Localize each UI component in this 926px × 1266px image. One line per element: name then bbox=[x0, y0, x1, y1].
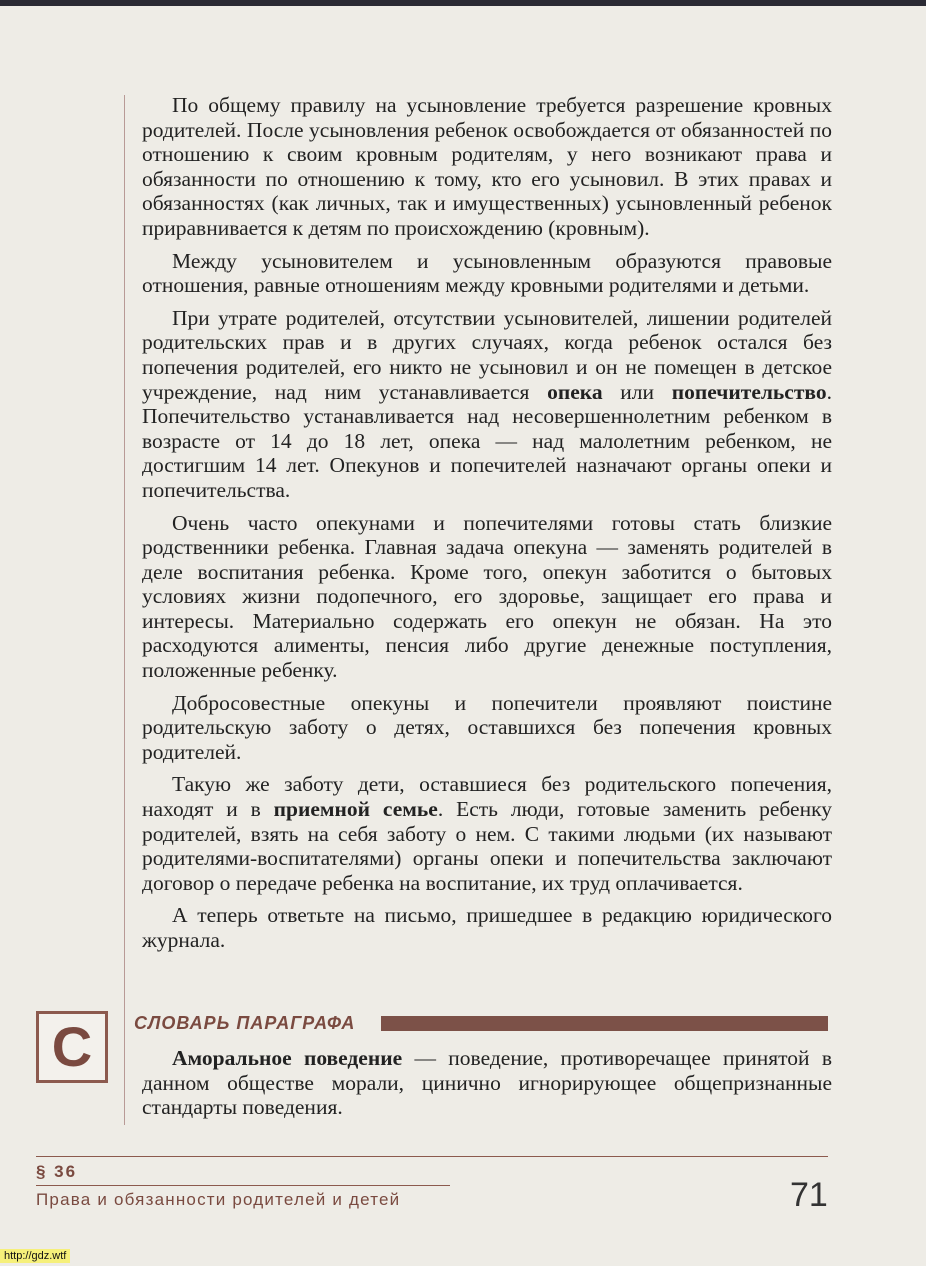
section-title: Права и обязанности родителей и детей bbox=[36, 1190, 401, 1209]
glossary-definition: — поведение, противоречащее принятой в данном обществе морали, цинично игнорирующее общепризнанные стандарты поведения. bbox=[142, 1046, 832, 1120]
body-paragraph bbox=[142, 903, 832, 952]
body-text bbox=[142, 93, 832, 961]
glossary-heading-bar bbox=[381, 1016, 828, 1031]
text-run: . Попечительство устанавливается над несовершеннолетним ребенком в возрасте от 14 до 18 лет, опека — над малолетним ребенком, не достигшим 14 лет. Опекунов и попечителей назначают органы опеки и попечительства. bbox=[142, 379, 832, 502]
text-run: Между усыновителем и усыновленным образуются правовые отношения, равные отношениям между кровными родителями и детьми. bbox=[142, 248, 832, 298]
body-paragraph bbox=[142, 306, 832, 503]
text-run: . Есть люди, готовые заменить ребенку родителей, взять на себя заботу о нем. С такими людьми (их называют родителями-воспитателями) органы опеки и попечительства заключают договор о передаче ребенка на воспитание, их труд оплачивается. bbox=[142, 797, 832, 895]
top-edge-strip bbox=[0, 0, 926, 6]
watermark-link[interactable]: http://gdz.wtf bbox=[0, 1249, 70, 1263]
bold-term: попечительство bbox=[671, 379, 827, 404]
section-underline bbox=[36, 1185, 450, 1186]
text-run: А теперь ответьте на письмо, пришедшее в редакцию юридического журнала. bbox=[142, 903, 832, 952]
glossary-letter: С bbox=[51, 1015, 93, 1078]
glossary-letter-box bbox=[36, 1011, 108, 1083]
text-run: При утрате родителей, отсутствии усыновителей, лишении родителей родительских прав и в других случаях, когда ребенок остался без попечения родителей, его никто не усыновил и он не помещен в детское учреждение, над ним устанавливается bbox=[142, 305, 832, 404]
text-run: Очень часто опекунами и попечителями готовы стать близкие родственники ребенка. Главная задача опекуна — заменять родителей в деле воспитания ребенка. Кроме того, опекун заботится о бытовых условиях жизни подопечного, его здоровье, защищает его права и интересы. Материально содержать его опекун не обязан. На это расходуются алименты, пенсия либо другие денежные поступления, положенные ребенку. bbox=[142, 510, 832, 683]
glossary-heading: СЛОВАРЬ ПАРАГРАФА bbox=[134, 1013, 356, 1033]
footer-rule bbox=[36, 1156, 828, 1157]
text-run: Добросовестные опекуны и попечители проявляют поистине родительскую заботу о детях, оставшихся без попечения кровных родителей. bbox=[142, 690, 832, 764]
margin-rule bbox=[124, 95, 125, 1125]
body-paragraph bbox=[142, 772, 832, 895]
body-paragraph bbox=[142, 511, 832, 683]
body-paragraph bbox=[142, 691, 832, 765]
section-number: § 36 bbox=[36, 1162, 78, 1181]
body-paragraph bbox=[142, 93, 832, 241]
body-paragraph bbox=[142, 249, 832, 298]
glossary-term: Аморальное поведение bbox=[172, 1046, 403, 1070]
page-number: 71 bbox=[790, 1176, 828, 1214]
bold-term: приемной семье bbox=[273, 797, 438, 822]
bold-term: опека bbox=[547, 379, 603, 404]
glossary-entry bbox=[142, 1046, 832, 1120]
text-run: или bbox=[602, 379, 672, 404]
text-run: По общему правилу на усыновление требуется разрешение кровных родителей. После усыновления ребенок освобождается от обязанностей по отношению к своим кровным родителям, у него возникают права и обязанности по отношению к тому, кто его усыновил. В этих правах и обязанностях (как личных, так и имущественных) усыновленный ребенок приравнивается к детям по происхождению (кровным). bbox=[142, 93, 832, 240]
text-run: Такую же заботу дети, оставшиеся без родительского попечения, находят и в bbox=[142, 772, 832, 822]
